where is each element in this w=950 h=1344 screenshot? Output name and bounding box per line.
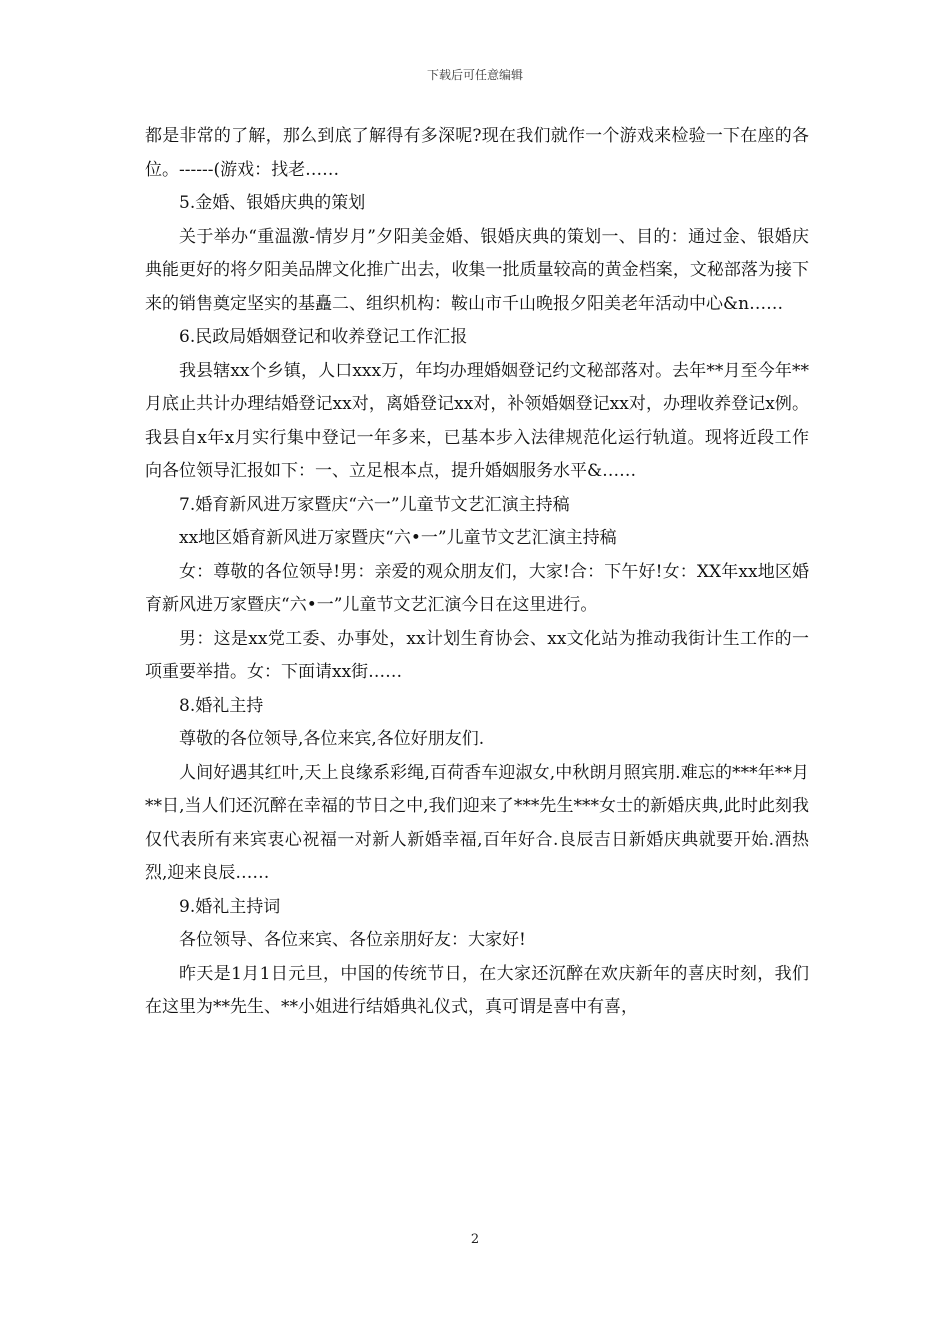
section-heading-6: 6.民政局婚姻登记和收养登记工作汇报	[179, 327, 468, 347]
paragraph: 昨天是1月1日元旦，中国的传统节日，在大家还沉醉在欢庆新年的喜庆时刻，我们在这里为**先生、**小姐进行结婚典礼仪式，真可谓是喜中有喜，	[145, 963, 809, 1017]
paragraph: 尊敬的各位领导,各位来宾,各位好朋友们.	[179, 729, 485, 749]
paragraph: xx地区婚育新风进万家暨庆“六•一”儿童节文艺汇演主持稿	[179, 528, 617, 548]
section-heading-7: 7.婚育新风进万家暨庆“六一”儿童节文艺汇演主持稿	[179, 494, 570, 515]
paragraph: 男：这是xx党工委、办事处，xx计划生育协会、xx文化站为推动我街计生工作的一项重要举措。女：下面请xx街……	[145, 628, 809, 682]
paragraph: 女：尊敬的各位领导!男：亲爱的观众朋友们，大家!合：下午好!女：XX年xx地区婚育新风进万家暨庆“六•一”儿童节文艺汇演今日在这里进行。	[145, 561, 809, 615]
paragraph-continued: 都是非常的了解，那么到底了解得有多深呢?现在我们就作一个游戏来检验一下在座的各位。------(游戏：找老……	[145, 126, 809, 180]
page-number: 2	[470, 1232, 480, 1247]
document-body	[145, 120, 809, 1025]
section-heading-8: 8.婚礼主持	[179, 695, 264, 716]
page-header: 下载后可任意编辑	[426, 68, 523, 82]
paragraph: 各位领导、各位来宾、各位亲朋好友：大家好!	[179, 930, 526, 950]
paragraph: 人间好遇其红叶,天上良缘系彩绳,百荷香车迎淑女,中秋朗月照宾朋.难忘的***年**月**日,当人们还沉醉在幸福的节日之中,我们迎来了***先生***女士的新婚庆典,此时此刻我仅代表所有来宾衷心祝福一对新人新婚幸福,百年好合.良辰吉日新婚庆典就要开始.酒热烈,迎来良辰……	[145, 762, 809, 883]
paragraph: 我县辖xx个乡镇，人口xxx万，年均办理婚姻登记约文秘部落对。去年**月至今年**月底止共计办理结婚登记xx对，离婚登记xx对，补领婚姻登记xx对，办理收养登记x例。我县自x年x月实行集中登记一年多来，已基本步入法律规范化运行轨道。现将近段工作向各位领导汇报如下：一、立足根本点，提升婚姻服务水平&……	[145, 360, 809, 481]
section-heading-9: 9.婚礼主持词	[179, 896, 281, 917]
paragraph: 关于举办“重温激-情岁月”夕阳美金婚、银婚庆典的策划一、目的：通过金、银婚庆典能更好的将夕阳美品牌文化推广出去，收集一批质量较高的黄金档案，文秘部落为接下来的销售奠定坚实的基矗二、组织机构：鞍山市千山晚报夕阳美老年活动中心&n……	[145, 226, 809, 314]
section-heading-5: 5.金婚、银婚庆典的策划	[179, 193, 366, 213]
